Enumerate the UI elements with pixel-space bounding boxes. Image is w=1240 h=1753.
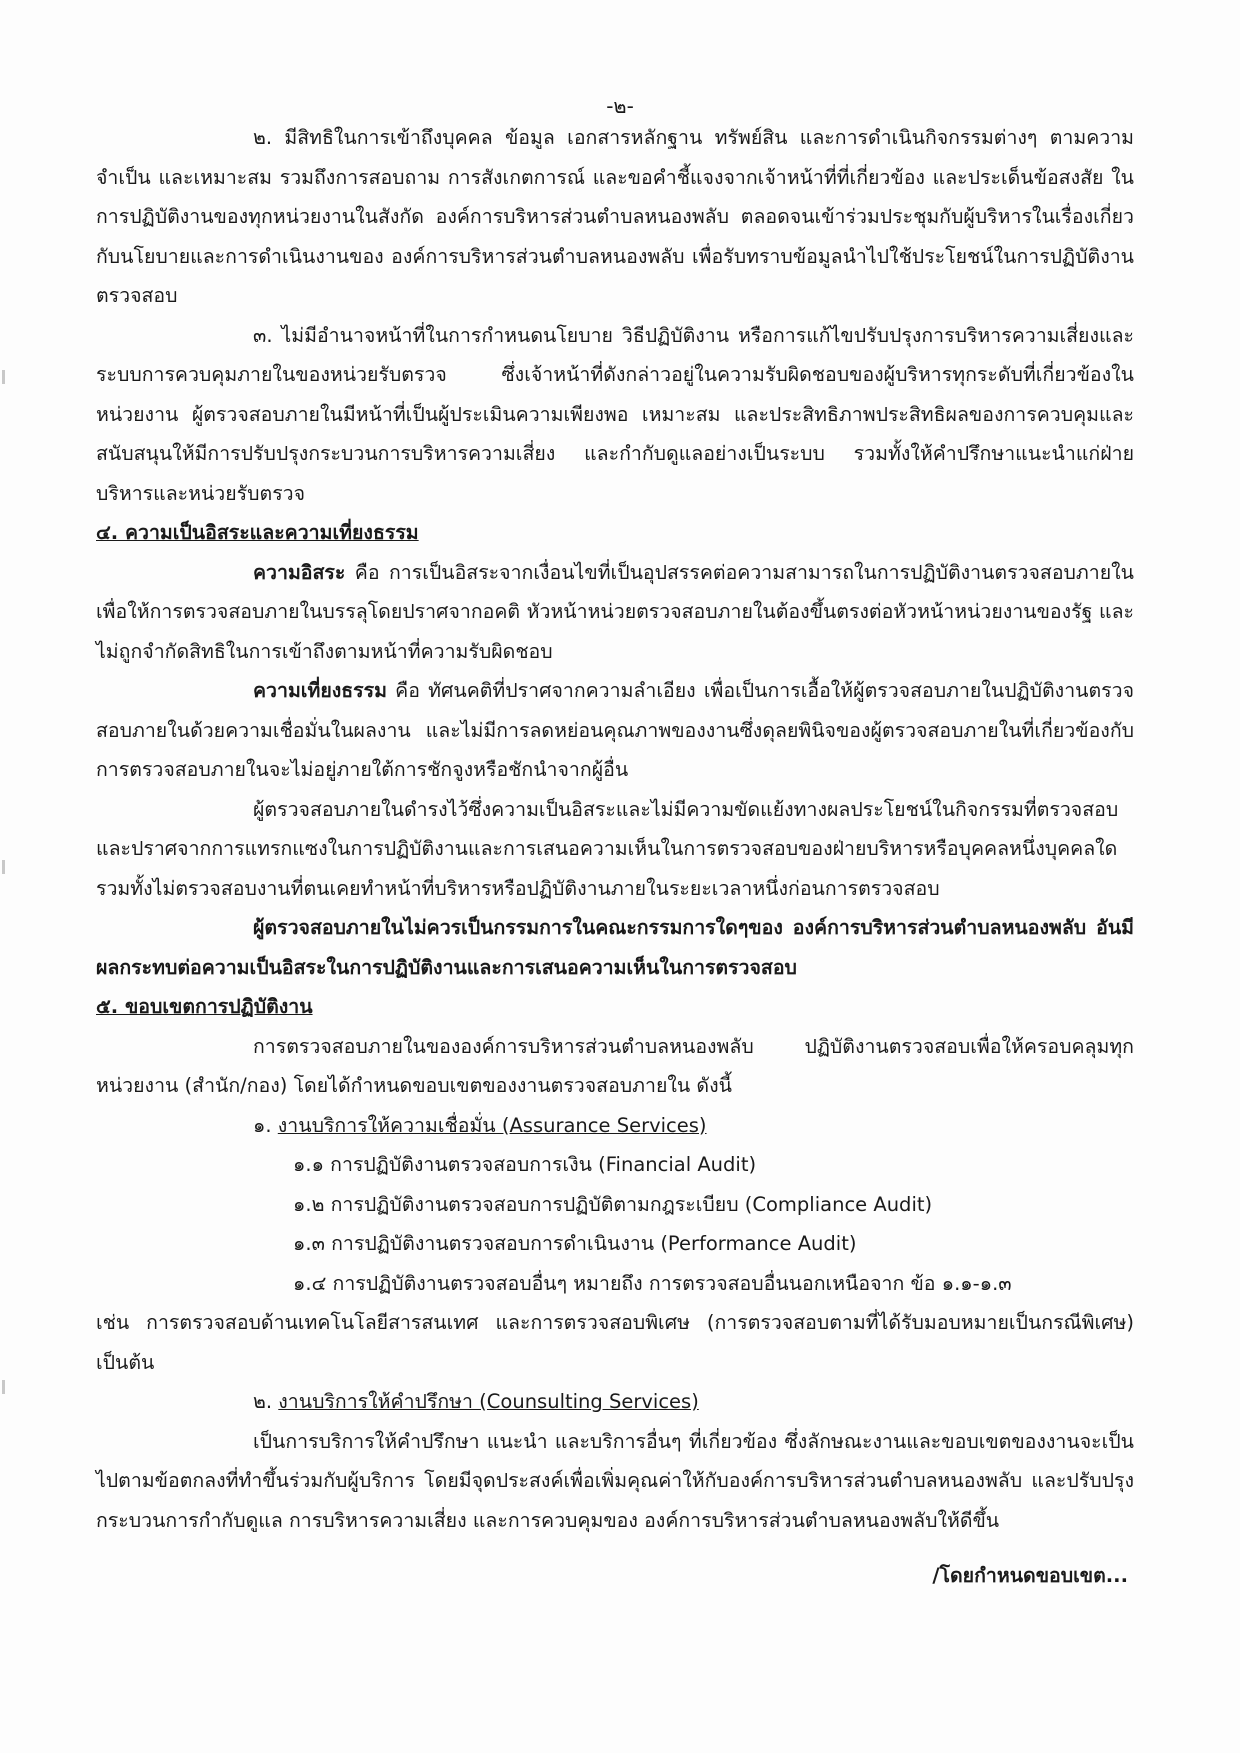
document-body [96, 118, 1134, 1596]
objectivity-paragraph [96, 671, 1134, 790]
list-item: ๑.๔ การปฏิบัติงานตรวจสอบอื่นๆ หมายถึง การตรวจสอบอื่นนอกเหนือจาก ข้อ ๑.๑-๑.๓ [293, 1271, 1012, 1295]
scan-edge-mark [2, 860, 5, 874]
consulting-paragraph: เป็นการบริการให้คำปรึกษา แนะนำ และบริการอื่นๆ ที่เกี่ยวข้อง ซึ่งลักษณะงานและขอบเขตของงานจะเป็นไปตามข้อตกลงที่ทำขึ้นร่วมกับผู้บริการ โดยมีจุดประสงค์เพื่อเพิ่มคุณค่าให้กับองค์การบริหารส่วนตำบลหนองพลับ และปรับปรุงกระบวนการกำกับดูแล การบริหารความเสี่ยง และการควบคุมของ องค์การบริหารส่วนตำบลหนองพลับให้ดีขึ้น [96, 1429, 1134, 1532]
independence-text: คือ การเป็นอิสระจากเงื่อนไขที่เป็นอุปสรรคต่อความสามารถในการปฏิบัติงานตรวจสอบภายใน เพื่อให้การตรวจสอบภายในบรรลุโดยปราศจากอคติ หัวหน้าหน่วยตรวจสอบภายในต้องขึ้นตรงต่อหัวหน้าหน่วยงานของรัฐ และไม่ถูกจำกัดสิทธิในการเข้าถึงตามหน้าที่ความรับผิดชอบ [96, 560, 1134, 663]
assurance-services-heading [96, 1106, 1134, 1146]
consulting-services-heading [96, 1382, 1134, 1422]
list-item-continuation: เช่น การตรวจสอบด้านเทคโนโลยีสารสนเทศ และการตรวจสอบพิเศษ (การตรวจสอบตามที่ได้รับมอบหมายเป็นกรณีพิเศษ) เป็นต้น [96, 1311, 1134, 1374]
objectivity-term: ความเที่ยงธรรม [253, 679, 387, 702]
scan-edge-mark [2, 1380, 5, 1394]
page-number: -๒- [606, 94, 634, 118]
list-item: ๑.๑ การปฏิบัติงานตรวจสอบการเงิน (Financial Audit) [293, 1153, 757, 1176]
committee-statement: ผู้ตรวจสอบภายในไม่ควรเป็นกรรมการในคณะกรรมการใดๆของ องค์การบริหารส่วนตำบลหนองพลับ อันมีผลกระทบต่อความเป็นอิสระในการปฏิบัติงานและการเสนอความเห็นในการตรวจสอบ [96, 916, 1134, 979]
list-item: ๑.๓ การปฏิบัติงานตรวจสอบการดำเนินงาน (Performance Audit) [293, 1232, 857, 1255]
assurance-number: ๑. [253, 1113, 278, 1137]
section-3-paragraph: ๓. ไม่มีอำนาจหน้าที่ในการกำหนดนโยบาย วิธีปฏิบัติงาน หรือการแก้ไขปรับปรุงการบริหารความเสี่ยงและระบบการควบคุมภายในของหน่วยรับตรวจ ซึ่งเจ้าหน้าที่ดังกล่าวอยู่ในความรับผิดชอบของผู้บริหารทุกระดับที่เกี่ยวข้องในหน่วยงาน ผู้ตรวจสอบภายในมีหน้าที่เป็นผู้ประเมินความเพียงพอ เหมาะสม และประสิทธิภาพประสิทธิผลของการควบคุมและสนับสนุนให้มีการปรับปรุงกระบวนการบริหารความเสี่ยง และกำกับดูแลอย่างเป็นระบบ รวมทั้งให้คำปรึกษาแนะนำแก่ฝ่ายบริหารและหน่วยรับตรวจ [96, 323, 1134, 505]
section-2-paragraph: ๒. มีสิทธิในการเข้าถึงบุคคล ข้อมูล เอกสารหลักฐาน ทรัพย์สิน และการดำเนินกิจกรรมต่างๆ ตามความจำเป็น และเหมาะสม รวมถึงการสอบถาม การสังเกตการณ์ และขอคำชี้แจงจากเจ้าหน้าที่ที่เกี่ยวข้อง และประเด็นข้อสงสัย ในการปฏิบัติงานของทุกหน่วยงานในสังกัด องค์การบริหารส่วนตำบลหนองพลับ ตลอดจนเข้าร่วมประชุมกับผู้บริหารในเรื่องเกี่ยวกับนโยบายและการดำเนินงานของ องค์การบริหารส่วนตำบลหนองพลับ เพื่อรับทราบข้อมูลนำไปใช้ประโยชน์ในการปฏิบัติงานตรวจสอบ [96, 126, 1134, 307]
assurance-title: งานบริการให้ความเชื่อมั่น (Assurance Services) [277, 1113, 707, 1137]
heading-independence-objectivity: ๔. ความเป็นอิสระและความเที่ยงธรรม [96, 521, 419, 544]
list-item: ๑.๒ การปฏิบัติงานตรวจสอบการปฏิบัติตามกฎระเบียบ (Compliance Audit) [293, 1192, 933, 1216]
heading-scope: ๕. ขอบเขตการปฏิบัติงาน [96, 995, 313, 1018]
consulting-number: ๒. [253, 1390, 279, 1413]
scan-edge-mark [2, 370, 5, 384]
continuation-marker: /โดยกำหนดขอบเขต... [932, 1564, 1128, 1587]
independence-term: ความอิสระ [253, 560, 346, 584]
independence-paragraph [96, 553, 1134, 672]
auditor-independence-paragraph: ผู้ตรวจสอบภายในดำรงไว้ซึ่งความเป็นอิสระและไม่มีความขัดแย้งทางผลประโยชน์ในกิจกรรมที่ตรวจสอบ และปราศจากการแทรกแซงในการปฏิบัติงานและการเสนอความเห็นในการตรวจสอบของฝ่ายบริหารหรือบุคคลหนึ่งบุคคลใด รวมทั้งไม่ตรวจสอบงานที่ตนเคยทำหน้าที่บริหารหรือปฏิบัติงานภายในระยะเวลาหนึ่งก่อนการตรวจสอบ [96, 797, 1119, 900]
objectivity-text: คือ ทัศนคติที่ปราศจากความลำเอียง เพื่อเป็นการเอื้อให้ผู้ตรวจสอบภายในปฏิบัติงานตรวจสอบภายในด้วยความเชื่อมั่นในผลงาน และไม่มีการลดหย่อนคุณภาพของงานซึ่งดุลยพินิจของผู้ตรวจสอบภายในที่เกี่ยวข้องกับการตรวจสอบภายในจะไม่อยู่ภายใต้การชักจูงหรือชักนำจากผู้อื่น [96, 679, 1134, 781]
consulting-title: งานบริการให้คำปรึกษา (Counsulting Services) [278, 1390, 699, 1413]
scope-intro-paragraph: การตรวจสอบภายในขององค์การบริหารส่วนตำบลหนองพลับ ปฏิบัติงานตรวจสอบเพื่อให้ครอบคลุมทุกหน่วยงาน (สำนัก/กอง) โดยได้กำหนดขอบเขตของงานตรวจสอบภายใน ดังนี้ [96, 1034, 1134, 1097]
